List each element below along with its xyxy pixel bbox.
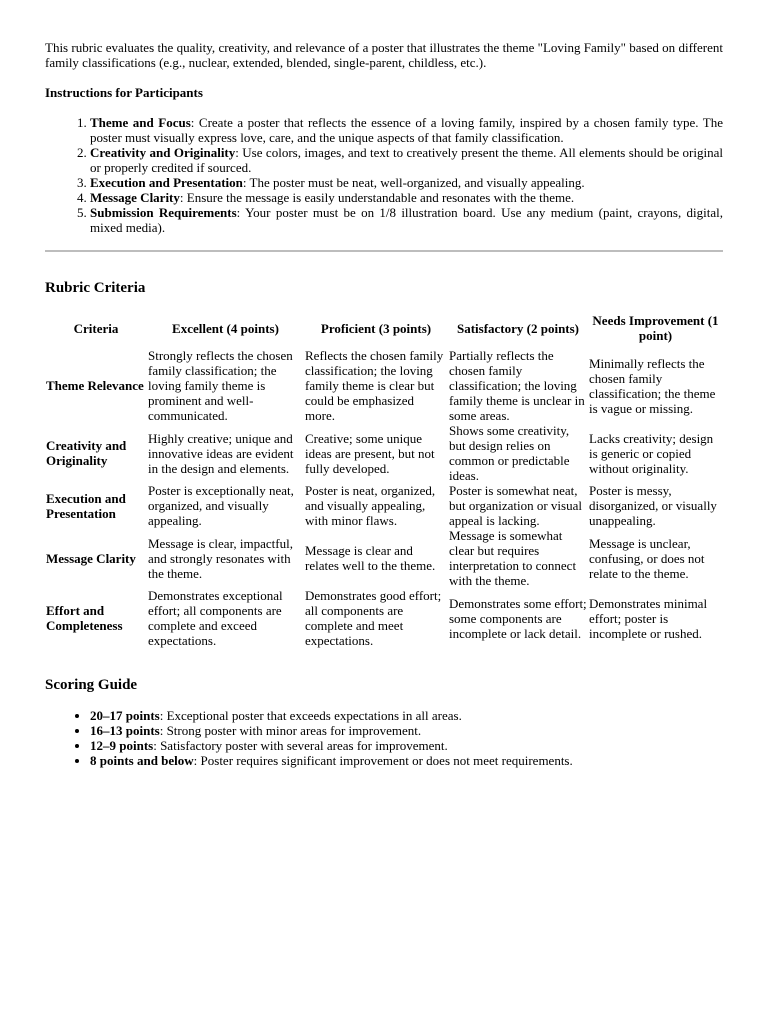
column-header: Satisfactory (2 points) (456, 320, 580, 336)
instruction-term: Execution and Presentation (90, 175, 243, 190)
table-cell: Highly creative; unique and innovative ideas are evident in the design and elements. (148, 430, 294, 476)
table-row (45, 423, 723, 483)
column-header: Excellent (4 points) (172, 320, 279, 336)
instruction-text: : The poster must be neat, well-organized, and visually appealing. (242, 175, 585, 190)
score-description: : Exceptional poster that exceeds expectations in all areas. (159, 708, 462, 723)
column-header: Proficient (3 points) (320, 320, 432, 336)
list-item (90, 175, 723, 190)
table-header-row (45, 308, 723, 348)
score-range: 16–13 points (90, 723, 160, 738)
list-item (90, 738, 723, 753)
table-cell: Shows some creativity, but design relies on common or predictable ideas. (449, 423, 570, 483)
scoring-title: Scoring Guide (45, 677, 138, 693)
criteria-cell: Theme Relevance (46, 378, 144, 393)
instruction-text: : Your poster must be on 1/8 illustration board. Use any medium (paint, crayons, digital, mixed media). (90, 205, 723, 235)
score-range: 12–9 points (90, 738, 154, 753)
table-cell: Message is clear and relates well to the theme. (305, 543, 436, 573)
table-cell: Partially reflects the chosen family classification; the loving family theme is unclear in some areas. (449, 348, 585, 423)
table-cell: Minimally reflects the chosen family classification; the theme is vague or missing. (589, 355, 716, 416)
table-cell: Poster is exceptionally neat, organized, and visually appealing. (148, 483, 294, 528)
instruction-term: Theme and Focus (90, 115, 191, 130)
table-cell: Reflects the chosen family classification; the loving family theme is clear but could be emphasized more. (305, 348, 444, 423)
list-item (90, 708, 723, 723)
intro-paragraph: This rubric evaluates the quality, creativity, and relevance of a poster that illustrates the theme "Loving Family" based on different family classifications (e.g., nuclear, extended, blended, single-parent, childless, etc.). (45, 40, 723, 70)
table-row (45, 348, 723, 423)
table-row (45, 483, 723, 528)
table-cell: Poster is neat, organized, and visually appealing, with minor flaws. (305, 483, 436, 528)
score-description: : Strong poster with minor areas for improvement. (159, 723, 422, 738)
table-cell: Message is somewhat clear but requires interpretation to connect with the theme. (449, 528, 577, 588)
rubric-title: Rubric Criteria (45, 280, 146, 296)
instruction-text: : Create a poster that reflects the essence of a loving family, inspired by a chosen family type. The poster must visually express love, care, and the unique aspects of that family classification. (90, 115, 724, 145)
rubric-table (45, 308, 723, 648)
list-item (90, 115, 723, 145)
table-row (45, 588, 723, 648)
score-range: 20–17 points (90, 708, 160, 723)
criteria-cell: Message Clarity (46, 550, 136, 566)
instructions-list (45, 115, 723, 235)
table-cell: Strongly reflects the chosen family classification; the loving family theme is prominent and well-communicated. (148, 348, 293, 423)
instruction-term: Creativity and Originality (90, 145, 236, 160)
column-header: Needs Improvement (1 point) (592, 313, 719, 343)
instruction-text: : Ensure the message is easily understandable and resonates with the theme. (179, 190, 575, 205)
table-cell: Lacks creativity; design is generic or copied without originality. (589, 430, 714, 476)
table-row (45, 528, 723, 588)
table-cell: Creative; some unique ideas are present, but not fully developed. (305, 430, 435, 476)
column-header: Criteria (73, 320, 119, 336)
criteria-cell: Creativity and Originality (46, 438, 127, 468)
table-cell: Poster is somewhat neat, but organization or visual appeal is lacking. (449, 483, 582, 528)
list-item (90, 723, 723, 738)
scoring-list (45, 708, 723, 768)
instruction-term: Message Clarity (90, 190, 180, 205)
criteria-cell: Effort and Completeness (46, 603, 123, 633)
table-cell: Poster is messy, disorganized, or visually unappealing. (589, 483, 717, 528)
score-range: 8 points and below (90, 753, 194, 768)
table-cell: Message is clear, impactful, and strongly resonates with the theme. (148, 535, 293, 581)
document-page (45, 40, 723, 768)
criteria-cell: Execution and Presentation (46, 490, 126, 521)
instruction-text: : Use colors, images, and text to creatively present the theme. All elements should be original or properly credited if sourced. (90, 145, 723, 175)
table-cell: Message is unclear, confusing, or does not relate to the theme. (589, 535, 705, 581)
section-divider (45, 250, 723, 252)
list-item (90, 190, 723, 205)
list-item (90, 145, 723, 175)
table-cell: Demonstrates some effort; some components are incomplete or lack detail. (449, 595, 587, 641)
table-cell: Demonstrates exceptional effort; all components are complete and exceed expectations. (148, 588, 283, 648)
list-item (90, 753, 723, 768)
table-cell: Demonstrates good effort; all components are complete and meet expectations. (305, 588, 442, 648)
score-description: : Poster requires significant improvement or does not meet requirements. (193, 753, 573, 768)
instruction-term: Submission Requirements (90, 205, 237, 220)
list-item (90, 205, 723, 235)
table-cell: Demonstrates minimal effort; poster is incomplete or rushed. (589, 595, 708, 641)
score-description: : Satisfactory poster with several areas for improvement. (153, 738, 448, 753)
instructions-title: Instructions for Participants (45, 85, 203, 100)
